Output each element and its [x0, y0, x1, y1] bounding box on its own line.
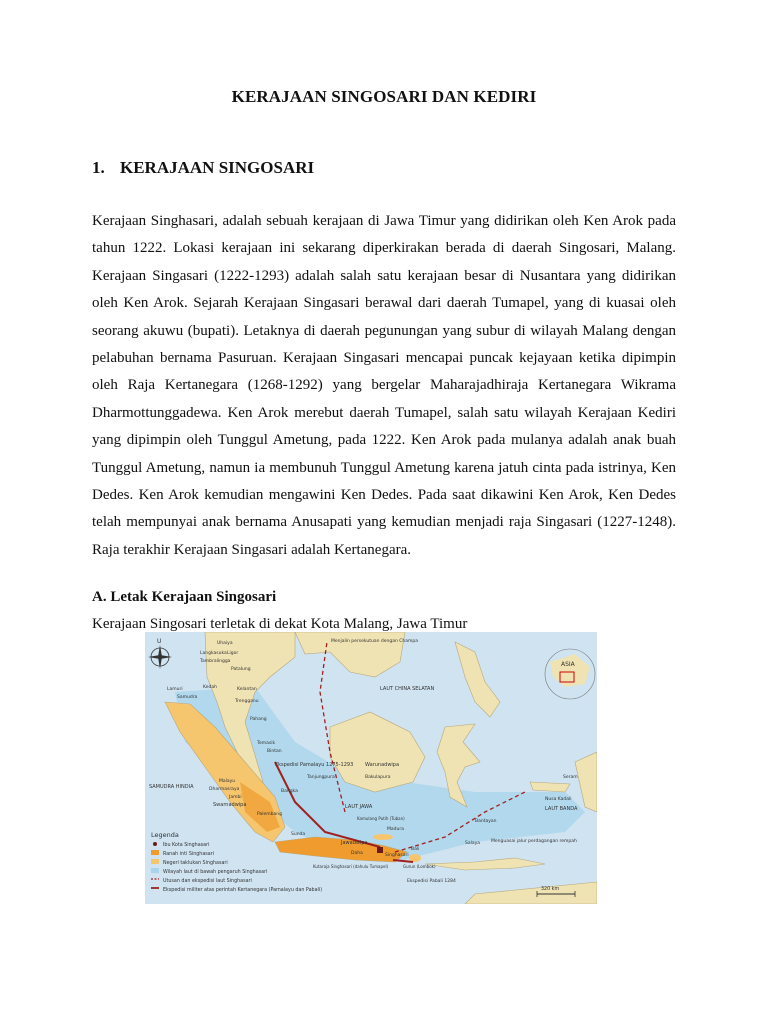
landmass-philippines	[455, 642, 500, 717]
sea-label-lcs: LAUT CHINA SELATAN	[380, 686, 435, 692]
legend-title: Legenda	[151, 831, 179, 839]
place-jawadwipa: Jawadwipa	[341, 840, 368, 846]
place-kutaraja: Kutaraja Singhasari (dahulu Tumapel)	[313, 864, 389, 869]
capital-marker	[377, 847, 383, 853]
place-gurun: Gurun (Lombok)	[403, 864, 436, 869]
legend-item: Ibu Kota Singhasari	[163, 843, 210, 848]
place-tanjungpura: Tanjungpura	[307, 775, 335, 780]
place-kamulang: Kamulang Putih (Tuban)	[357, 816, 405, 821]
place-salaya: Salaya	[465, 841, 481, 846]
place-tambralingga: Tambralingga	[200, 659, 231, 664]
map-svg	[145, 632, 597, 904]
place-bakulapura: Bakulapura	[365, 775, 391, 780]
legend-item: Negeri taklukan Singhasari	[163, 861, 228, 866]
legend-item: Wilayah laut di bawah pengaruh Singhasari	[163, 870, 268, 875]
place-kedah: Kedah	[203, 685, 217, 690]
sea-label-jawa: LAUT JAWA	[345, 804, 373, 810]
section-title: KERAJAAN SINGOSARI	[120, 158, 315, 177]
section-number: 1.	[92, 158, 105, 177]
place-kelantan: Kelantan	[237, 687, 257, 692]
landmass-australia	[465, 882, 597, 904]
body-paragraph: Kerajaan Singhasari, adalah sebuah kerajaan di Jawa Timur yang didirikan oleh Ken Arok pada tahun 1222. Lokasi kerajaan ini sekarang diperkirakan berada di daerah Singosari, Malang. Kerajaan Singasari (1222-1293) adalah salah satu kerajaan besar di Nusantara yang didirikan oleh Ken Arok. Sejarah Kerajaan Singasari berawal dari daerah Tumapel, yang di kuasai oleh seorang akuwu (bupati). Letaknya di daerah pegunungan yang subur di wilayah Malang dengan pelabuhan bernama Pasuruan. Kerajaan Singasari mencapai puncak kejayaan ketika dipimpin oleh Raja Kertanegara (1268-1292) yang bergelar Maharajadhiraja Kertanegara Wikrama Dharmottunggadewa. Ken Arok merebut daerah Tumapel, salah satu wilayah Kerajaan Kediri yang dipimpin oleh Tunggul Ametung, pada 1222. Ken Arok pada mulanya adalah anak buah Tunggul Ametung, namun ia membunuh Tunggul Ametung karena jatuh cinta pada istrinya, Ken Dedes. Ken Arok kemudian mengawini Ken Dedes. Pada saat dikawini Ken Arok, Ken Dedes telah mempunyai anak bernama Anusapati yang kemudian menjadi raja Singasari (1227-1248). Raja terakhir Kerajaan Singasari adalah Kertanegara.	[92, 213, 676, 558]
place-madura: Madura	[387, 827, 404, 832]
place-malayu: Malayu	[219, 779, 236, 784]
place-bintan: Bintan	[267, 749, 282, 754]
landmass-nusatenggara	[425, 858, 545, 870]
document-title: KERAJAAN SINGOSARI DAN KEDIRI	[231, 87, 537, 106]
subsection-text: Kerajaan Singosari terletak di dekat Kota Malang, Jawa Timur	[92, 616, 468, 632]
inset-label: ASIA	[561, 661, 575, 668]
landmass-seram	[530, 782, 570, 792]
route-label-rempah: Menguasai jalur perdagangan rempah	[491, 839, 577, 844]
legend-item: Ekspedisi militer atas perintah Kertanegara (Pamalayu dan Pabali)	[163, 888, 323, 893]
place-jambi: Jambi	[229, 795, 242, 800]
subsection-heading: A. Letak Kerajaan Singosari	[92, 589, 277, 605]
place-dharmasraya: Dharmasraya	[209, 787, 240, 792]
place-warunadwipa: Warunadwipa	[365, 762, 400, 768]
legend-item: Ranah inti Singhasari	[163, 852, 215, 857]
place-nusakadali: Nusa Kadali	[545, 797, 572, 802]
scale-label: 320 km	[541, 887, 560, 892]
landmass-newguinea	[575, 752, 597, 812]
sea-label-samudra: SAMUDRA HINDIA	[149, 784, 194, 790]
place-langkasuka: Langkasuka	[200, 651, 227, 656]
route-label-pabali: Ekspedisi Pabali 1284	[407, 879, 456, 884]
landmass-borneo	[330, 712, 425, 792]
place-uhaiya: Uhaiya	[217, 641, 233, 646]
place-bantayan: Bantayan	[475, 819, 497, 824]
place-seram: Seram	[563, 775, 578, 780]
place-singhasari: Singhasari	[385, 853, 409, 858]
place-swarnadwipa: Swarnadwipa	[213, 802, 247, 808]
route-label-pamalayu: Ekspedisi Pamalayu 1275-1293	[275, 762, 354, 768]
map-image	[145, 632, 597, 904]
place-samudra: Samudra	[177, 695, 198, 700]
place-pahang: Pahang	[250, 717, 267, 722]
sea-label-banda: LAUT BANDA	[545, 806, 578, 812]
place-lamuri: Lamuri	[167, 687, 183, 692]
place-daha: Daha	[351, 851, 363, 856]
place-sunda: Sunda	[291, 832, 306, 837]
place-patalung: Patalung	[231, 667, 251, 672]
landmass-madura	[373, 834, 393, 840]
inset-globe	[545, 649, 595, 699]
route-label-champa: Menjalin persekutuan dengan Champa	[331, 639, 418, 644]
compass-label: U	[157, 638, 162, 645]
place-bali: Bali	[411, 847, 420, 852]
place-temasik: Temasik	[257, 741, 276, 746]
compass-icon	[148, 645, 172, 669]
place-bangka: Bangka	[281, 789, 298, 794]
place-palembang: Palembang	[257, 812, 282, 817]
section-heading	[92, 158, 314, 178]
legend-item: Utusan dan ekspedisi laut Singhasari	[163, 879, 252, 884]
place-ligor: Ligor	[227, 651, 239, 656]
place-trengganu: Trengganu	[235, 699, 259, 704]
